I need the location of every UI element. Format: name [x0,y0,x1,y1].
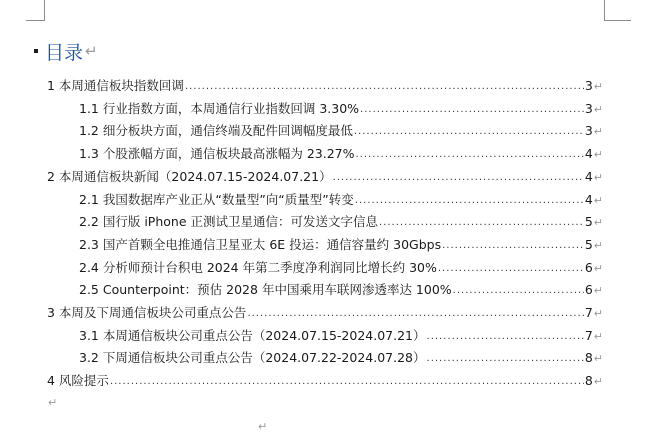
toc-entry-text[interactable]: 2.2 国行版 iPhone 正测试卫星通信：可发送文字信息 [79,214,378,230]
toc-title: 目录 [45,41,84,64]
toc-entry[interactable] [79,189,603,211]
toc-entry[interactable] [79,257,603,279]
toc-leader-dots [427,348,584,370]
toc-entry[interactable] [79,325,603,347]
toc-entry-text[interactable]: 4 风险提示 [47,373,109,389]
page-corner-mark-top-right [604,0,631,21]
toc-entry[interactable] [47,166,603,188]
toc-page-number[interactable]: 3 [584,78,593,93]
toc-leader-dots [427,326,584,348]
toc-entry-text[interactable]: 3.2 下周通信板块公司重点公告（2024.07.22-2024.07.28） [79,350,426,366]
toc-entry-text[interactable]: 1 本周通信板块指数回调 [47,78,184,93]
toc-page-number[interactable]: 4 [584,191,593,207]
toc-page-number[interactable]: 4 [584,146,593,162]
paragraph-mark-icon: ↵ [593,148,603,162]
paragraph-mark-icon: ↵ [593,125,603,139]
paragraph-mark-icon: ↵ [593,284,603,298]
toc-leader-dots [442,235,584,257]
toc-leader-dots [438,258,584,280]
toc-page-number[interactable]: 3 [584,123,593,139]
toc-entry[interactable] [47,75,603,97]
paragraph-mark-icon: ↵ [593,216,603,230]
toc-page-number[interactable]: 6 [584,259,593,275]
toc-entry[interactable] [47,302,603,324]
paragraph-mark-icon: ↵ [593,80,603,93]
paragraph-mark-icon: ↵ [593,329,603,343]
toc-leader-dots [185,76,584,98]
toc-leader-dots [110,371,584,393]
toc-entry[interactable] [79,211,603,233]
toc-entry-text[interactable]: 2.1 我国数据库产业正从“数量型”向“质量型”转变 [79,191,354,207]
toc-leader-dots [247,303,583,325]
paragraph-mark-icon: ↵ [593,102,603,116]
toc-leader-dots [453,280,584,302]
toc-page-number[interactable]: 7 [584,305,593,320]
paragraph-mark-icon: ↵ [593,375,603,389]
toc-entry-text[interactable]: 2.5 Counterpoint：预估 2028 年中国乘用车联网渗透率达 100% [79,282,452,298]
toc-page-number[interactable]: 7 [584,327,593,343]
toc-page-number[interactable]: 5 [584,214,593,230]
paragraph-mark-icon: ↵ [593,261,603,275]
toc-entry-text[interactable]: 1.3 个股涨幅方面，通信板块最高涨幅为 23.27% [79,146,355,162]
page-corner-mark-top-left [26,0,45,21]
toc-page-number[interactable]: 5 [584,236,593,252]
toc-entry[interactable] [79,347,603,369]
toc-leader-dots [333,167,584,189]
paragraph-mark-icon: ↵ [593,193,603,207]
toc-entry-text[interactable]: 2.4 分析师预计台积电 2024 年第二季度净利润同比增长约 30% [79,259,437,275]
toc-entry-text[interactable]: 2 本周通信板块新闻（2024.07.15-2024.07.21） [47,168,332,184]
toc-entry-text[interactable]: 3.1 本周通信板块公司重点公告（2024.07.15-2024.07.21） [79,327,426,343]
paragraph-mark-icon: ↵ [258,420,268,433]
paragraph-mark-icon: ↵ [593,352,603,366]
toc-page-number[interactable]: 3 [584,100,593,116]
toc-leader-dots [354,121,584,143]
toc-entry[interactable] [79,120,603,142]
paragraph-mark-icon: ↵ [593,170,603,184]
toc-heading [34,37,98,65]
toc-entry-text[interactable]: 1.2 细分板块方面，通信终端及配件回调幅度最低 [79,123,353,139]
toc-entry[interactable] [79,279,603,301]
paragraph-mark-icon: ↵ [593,238,603,252]
toc-entry[interactable] [79,234,603,256]
toc-page-number[interactable]: 4 [584,168,593,184]
toc-entry-text[interactable]: 2.3 国产首颗全电推通信卫星亚太 6E 投运：通信容量约 30Gbps [79,236,442,252]
toc-entry-text[interactable]: 1.1 行业指数方面，本周通信行业指数回调 3.30% [79,100,360,116]
toc-page-number[interactable]: 8 [584,373,593,389]
toc-entry[interactable] [47,370,603,392]
toc-leader-dots [360,99,584,121]
paragraph-mark-icon: ↵ [85,42,98,60]
toc-leader-dots [356,144,584,166]
toc-page-number[interactable]: 8 [584,350,593,366]
paragraph-mark-icon: ↵ [593,307,603,320]
heading-bullet-icon [34,49,38,53]
toc-entry[interactable] [79,98,603,120]
toc-entry[interactable] [79,143,603,165]
paragraph-mark-icon: ↵ [48,396,58,409]
toc-leader-dots [379,212,584,234]
toc-leader-dots [355,190,584,212]
toc-entry-text[interactable]: 3 本周及下周通信板块公司重点公告 [47,305,247,320]
toc-page-number[interactable]: 6 [584,282,593,298]
